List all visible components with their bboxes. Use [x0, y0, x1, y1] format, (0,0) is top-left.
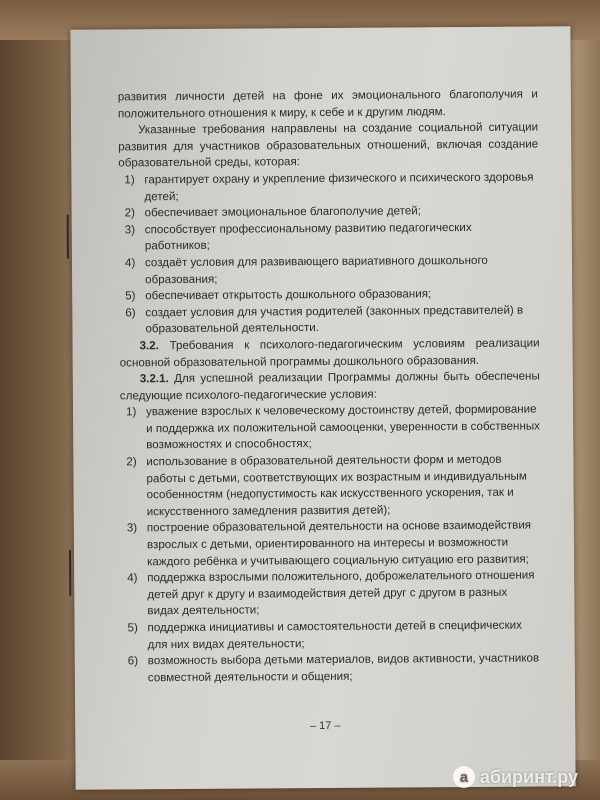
- list-number: 1): [125, 405, 137, 419]
- list-text: обеспечивает эмоциональное благополучие детей;: [144, 204, 422, 220]
- section-title: Требования к психолого-педагогическим условиям реализации основной образовательной программы дошкольного образования.: [119, 336, 540, 369]
- list-number: 2): [124, 206, 135, 220]
- list-item: [119, 302, 539, 338]
- list-text: создаёт условия для развивающего вариативного дошкольного образования;: [144, 253, 488, 286]
- section-intro: Для успешной реализации Программы должны быть обеспечены следующие психолого-педагогические условия:: [119, 369, 540, 403]
- list-text: гарантирует охрану и укрепление физического и психического здоровья детей;: [144, 170, 534, 203]
- paragraph-continuation: развития личности детей на фоне их эмоционального благополучия и положительного отношения к миру, к себе и к другим людям.: [117, 87, 538, 121]
- labirint-watermark: [453, 766, 578, 788]
- list-text: поддержка взрослыми положительного, доброжелательного отношения детей друг к другу и взаимодействия детей друг с другом в разных видах деятельности;: [147, 568, 535, 618]
- list-number: 4): [124, 256, 136, 270]
- list-item: [119, 219, 539, 255]
- list-item: [121, 518, 541, 571]
- list-number: 4): [127, 571, 138, 585]
- list-item: [121, 617, 541, 653]
- list-text: обеспечивает открытость дошкольного образования;: [145, 287, 432, 303]
- list-number: 5): [125, 289, 136, 303]
- list-number: 2): [126, 455, 137, 469]
- list-text: построение образовательной деятельности на основе взаимодействия взрослых с детьми, ориентированного на интересы и возможности каждого ребёнка и учитывающего социальную ситуацию его развития;: [146, 518, 532, 568]
- list-item: [119, 252, 539, 288]
- list-number: 6): [127, 654, 139, 668]
- list-text: возможность выбора детьми материалов, видов активности, участников совместной деятельности и общения;: [147, 651, 540, 685]
- list-number: 1): [124, 173, 135, 187]
- list-text: использование в образовательной деятельности форм и методов работы с детьми, соответствующих их возрастным и индивидуальным особенностям (недопустимость как искусственного ускорения, так и искусственного замедления развития детей);: [146, 452, 527, 519]
- list-number: 3): [124, 223, 136, 237]
- paragraph-requirements: Указанные требования направлены на создание социальной ситуации развития для участников образовательных отношений, включая создание образовательной среды, которая:: [118, 120, 539, 170]
- staple-top: [67, 215, 69, 259]
- list-item: [122, 651, 542, 687]
- list-text: создает условия для участия родителей (законных представителей) в образовательной деятельности.: [145, 303, 524, 336]
- list-number: 6): [125, 306, 136, 320]
- section-3-2: [120, 335, 540, 371]
- section-number: 3.2.: [139, 339, 159, 353]
- list-text: поддержка инициативы и самостоятельности детей в специфических для них видах деятельности;: [147, 618, 522, 651]
- list-item: [118, 169, 538, 205]
- list-number: 3): [126, 521, 138, 535]
- list-item: [120, 402, 540, 455]
- section-3-2-1: [120, 369, 540, 405]
- book-page: [70, 26, 575, 789]
- page-text: [118, 86, 542, 686]
- list-conditions: [120, 402, 542, 687]
- watermark-text: абиринт.ру: [479, 766, 578, 787]
- section-number: 3.2.1.: [139, 372, 169, 386]
- labirint-logo-icon: a: [453, 766, 475, 788]
- page-number: – 17 –: [309, 719, 341, 733]
- staple-bottom: [69, 550, 71, 596]
- list-text: способствует профессиональному развитию педагогических работников;: [144, 220, 472, 253]
- list-text: уважение взрослых к человеческому достоинству детей, формирование и поддержка их положительной самооценки, уверенности в собственных возможностях и способностях;: [145, 402, 541, 452]
- list-environment: [118, 169, 539, 338]
- list-item: [120, 452, 540, 521]
- list-number: 5): [127, 621, 138, 635]
- list-item: [121, 568, 541, 621]
